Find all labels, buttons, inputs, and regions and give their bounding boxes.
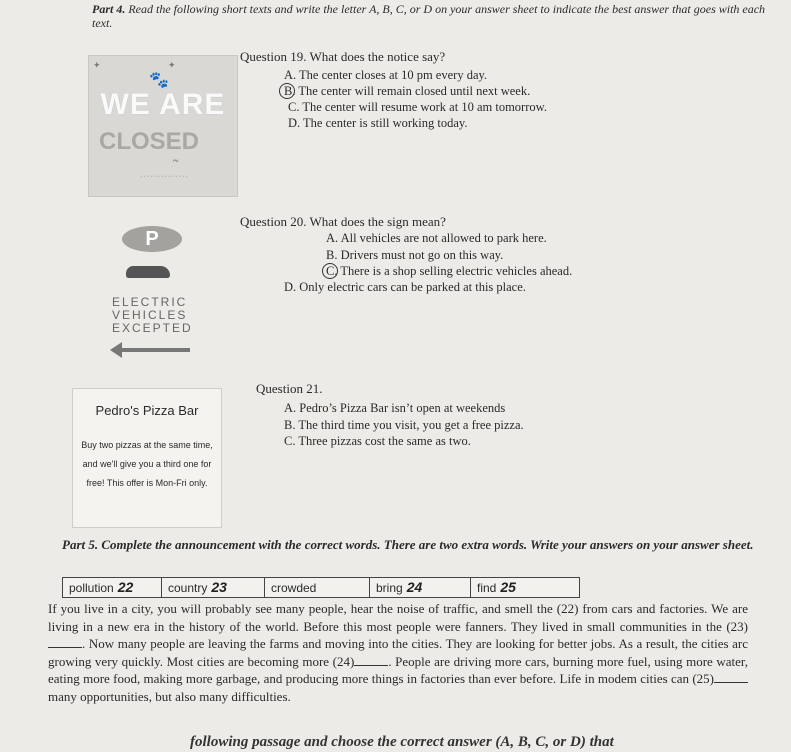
passage-sentence: If you live in a city, you will probably see many people, hear the noise of traffic, and smell the (22) — [48, 601, 579, 616]
q19-option-a: A. The center closes at 10 pm every day. — [284, 68, 488, 82]
pizza-ad-title: Pedro's Pizza Bar — [95, 403, 199, 418]
word-box-cell: crowded — [265, 578, 370, 597]
electric-vehicles-sign-image — [110, 222, 230, 362]
q20-title: Question 20. What does the sign mean? — [240, 214, 446, 229]
handwriting-scribble: ~ — [173, 156, 179, 167]
q21-option-c: C. Three pizzas cost the same as two. — [284, 434, 471, 448]
passage-sentence: . Now many people are leaving the farms and moving into the cities. They are looking for better jobs. As a result, the cities arc growing very quickly. Most cities are becoming more (24) — [48, 636, 748, 669]
q20-option-d: D. Only electric cars can be parked at this place. — [284, 280, 526, 294]
passage-sentence: from cars and factories. We are living in a new era in the history of the world. Before this most people were fanners. They lived in small communities in the (23) — [48, 601, 749, 634]
instructions-text: Read the following short texts and write the letter A, B, C, or D on your answer sheet to indicate the best answer that goes with each text. — [92, 2, 766, 30]
next-part-instructions-cut: following passage and choose the correct answer (A, B, C, or D) that — [190, 734, 614, 750]
answer-circle-q19 — [279, 83, 295, 99]
handwritten-number: 22 — [117, 579, 134, 595]
closed-notice-image — [88, 55, 238, 197]
left-arrow-icon — [120, 348, 190, 352]
notice-we-are: WE ARE — [100, 88, 226, 121]
notice-small-print-graphic: · · · · · · · · · · · · · · — [140, 174, 188, 180]
passage-sentence: many opportunities, but also many difficulties. — [48, 688, 291, 704]
announcement-passage — [48, 600, 748, 705]
word-box-cell: pollution 22 — [63, 578, 162, 597]
notice-decoration: ✦ ✦ — [93, 60, 176, 70]
notice-closed: CLOSED — [99, 128, 200, 155]
sign-line-2: VEHICLES — [112, 308, 188, 322]
sign-line-1: ELECTRIC — [112, 295, 188, 309]
q19-title: Question 19. What does the notice say? — [240, 49, 446, 64]
pizza-bar-ad-image — [72, 388, 222, 528]
handwritten-number: 24 — [406, 579, 423, 595]
q20-option-a: A. All vehicles are not allowed to park here. — [326, 231, 547, 245]
instructions-header — [92, 2, 782, 30]
q21-title: Question 21. — [256, 381, 323, 396]
parking-p-icon: P — [122, 226, 182, 252]
pizza-ad-body: Buy two pizzas at the same time, and we'll give you a third one for free! This offer is Mon-Fri only. — [81, 440, 213, 488]
q19-option-b: B. The center will remain closed until next week. — [284, 84, 531, 98]
word-box-cell: bring 24 — [370, 578, 471, 597]
answer-circle-q20 — [322, 263, 338, 279]
q20-option-c: C. There is a shop selling electric vehicles ahead. — [326, 264, 573, 278]
q19-option-d: D. The center is still working today. — [288, 116, 468, 130]
blank-24 — [354, 655, 388, 666]
sign-text — [112, 296, 212, 335]
word-box-cell: country 23 — [162, 578, 265, 597]
word-box-cell: find 25 — [477, 579, 516, 595]
handwritten-number: 25 — [500, 579, 516, 595]
paw-icon: 🐾 — [149, 72, 169, 89]
sign-line-3: EXCEPTED — [112, 321, 193, 335]
q19-option-c: C. The center will resume work at 10 am tomorrow. — [288, 100, 547, 114]
part5-instructions: Part 5. Complete the announcement with the correct words. There are two extra words. Write your answers on your answer sheet. — [62, 537, 754, 552]
passage-sentence: . People are driving more cars, burning more fuel, using more water, eating more food, making more garbage, and producing more things in factories than ever before. Life in modem cities can (25) — [48, 653, 748, 686]
part-label: Part 4. — [92, 2, 126, 16]
handwritten-number: 23 — [211, 579, 227, 595]
q20-option-b: B. Drivers must not go on this way. — [326, 248, 504, 262]
car-icon — [126, 266, 170, 278]
q21-option-b: B. The third time you visit, you get a free pizza. — [284, 418, 524, 432]
blank-23 — [48, 637, 82, 648]
blank-25 — [714, 672, 748, 683]
q21-option-a: A. Pedro’s Pizza Bar isn’t open at weekends — [284, 401, 506, 415]
word-box — [62, 577, 580, 598]
